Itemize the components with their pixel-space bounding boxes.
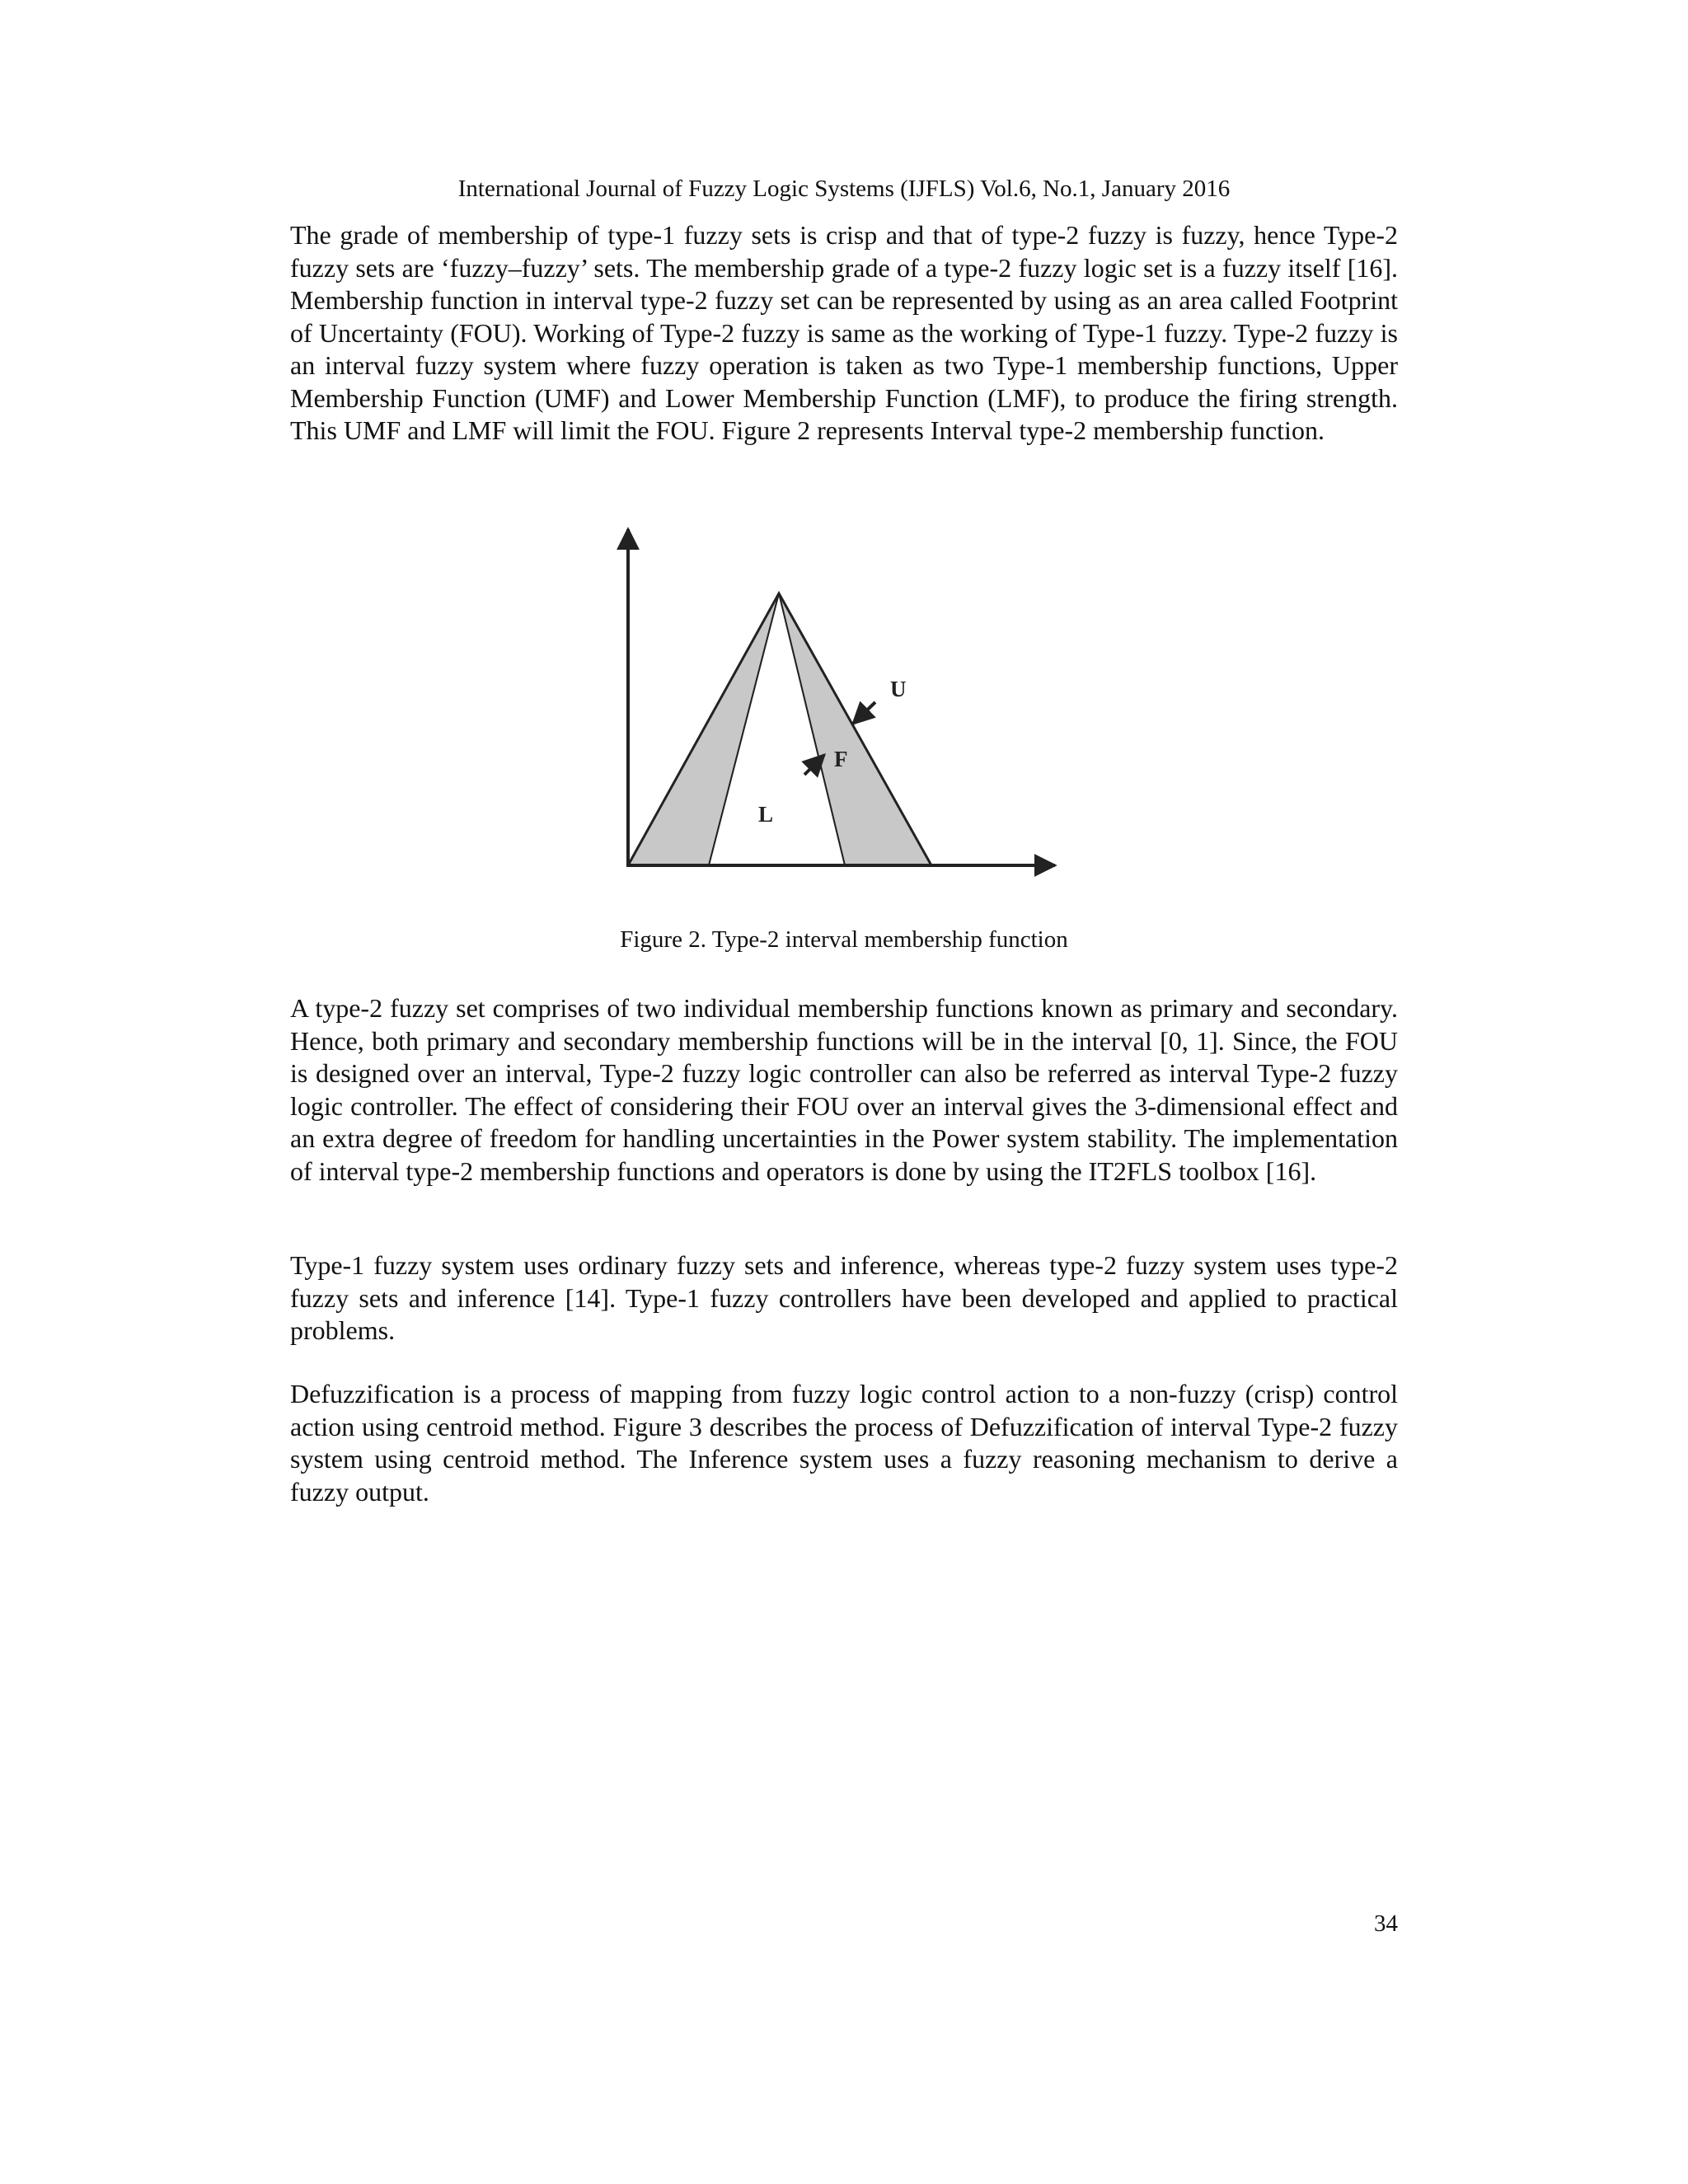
running-header: International Journal of Fuzzy Logic Systems (IJFLS) Vol.6, No.1, January 2016 (457, 176, 1231, 202)
membership-function-diagram (602, 511, 1113, 890)
paragraph-defuzzification: Defuzzification is a process of mapping from fuzzy logic control action to a non-fuzzy (crisp) control action using centroid method. Figure 3 describes the process of Defuzzification of interval Type-2 fuzzy system using centroid method. The Inference system uses a fuzzy reasoning mechanism to derive a fuzzy output. (290, 1379, 1398, 1507)
upper-pointer-arrow (853, 702, 875, 724)
label-upper: U (890, 677, 907, 701)
paragraph-type1-vs-type2: Type-1 fuzzy system uses ordinary fuzzy sets and inference, whereas type-2 fuzzy system uses type-2 fuzzy sets and inference [14]. Type-1 fuzzy controllers have been developed and applied to practical problems. (290, 1250, 1398, 1345)
figure-2 (602, 511, 1113, 890)
paragraph-type2-sets: A type-2 fuzzy set comprises of two individual membership functions known as primary and secondary. Hence, both primary and secondary membership functions will be in the interval [0, 1]. Since, the FOU is designed over an interval, Type-2 fuzzy logic controller can also be referred as interval Type-2 fuzzy logic controller. The effect of considering their FOU over an interval gives the 3-dimensional effect and an extra degree of freedom for handling uncertainties in the Power system stability. The implementation of interval type-2 membership functions and operators is done by using the IT2FLS toolbox [16]. (290, 993, 1398, 1186)
figure-caption: Figure 2. Type-2 interval membership function (620, 926, 1068, 953)
paragraph-fou-intro: The grade of membership of type-1 fuzzy sets is crisp and that of type-2 fuzzy is fuzzy, hence Type-2 fuzzy sets are ‘fuzzy–fuzzy’ sets. The membership grade of a type-2 fuzzy logic set is a fuzzy itself [16]. Membership function in interval type-2 fuzzy set can be represented by using as an area called Footprint of Uncertainty (FOU). Working of Type-2 fuzzy is same as the working of Type-1 fuzzy. Type-2 fuzzy is an interval fuzzy system where fuzzy operation is taken as two Type-1 membership functions, Upper Membership Function (UMF) and Lower Membership Function (LMF), to produce the firing strength. This UMF and LMF will limit the FOU. Figure 2 represents Interval type-2 membership function. (290, 220, 1398, 445)
page-number: 34 (1374, 1910, 1398, 1937)
label-footprint: F (834, 747, 848, 771)
label-lower: L (758, 802, 774, 827)
